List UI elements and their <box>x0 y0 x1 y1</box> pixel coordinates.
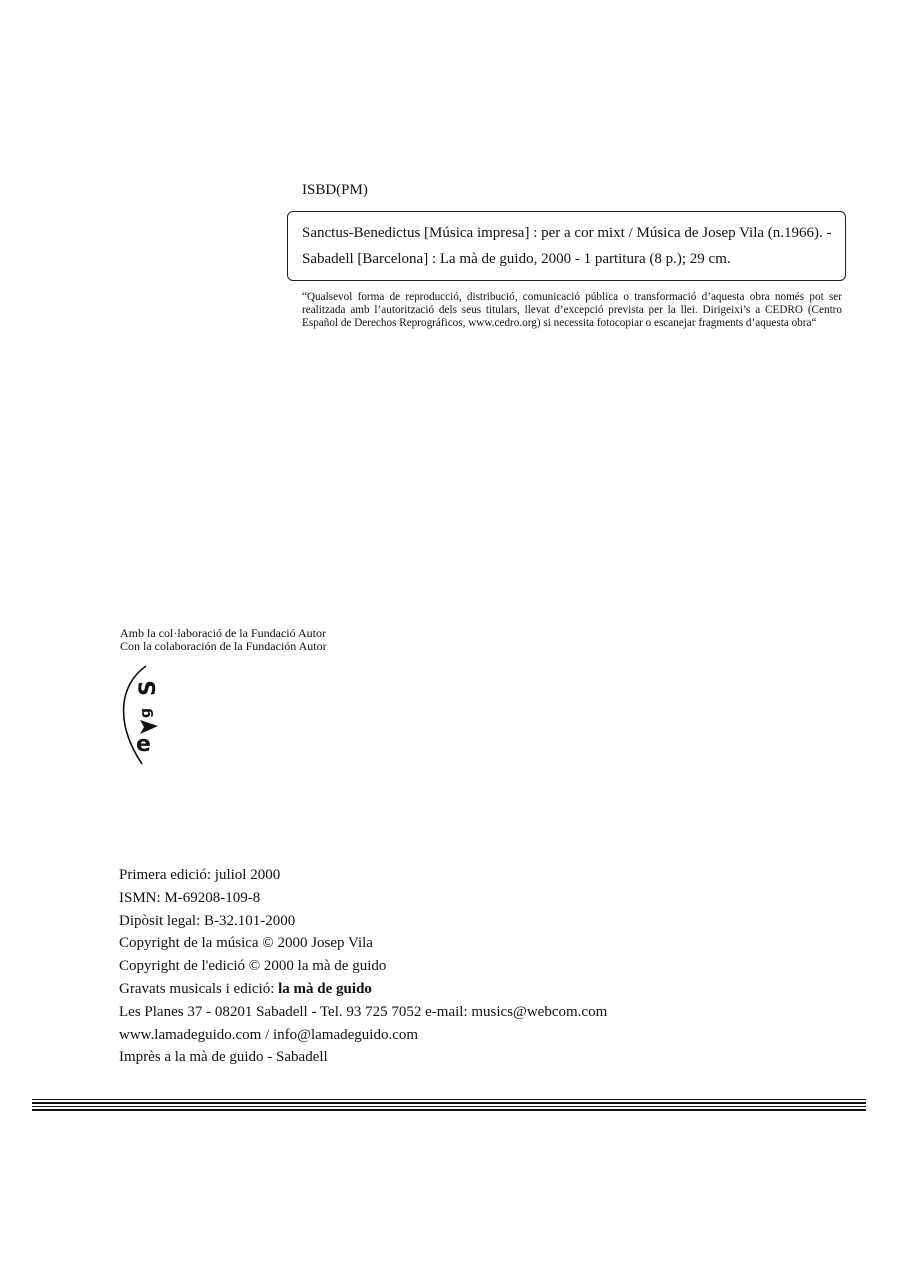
reproduction-notice: “Qualsevol forma de reproducció, distribució, comunicació pública o transformació d’aquesta obra només pot ser realitzada amb l’autorització dels seus titulars, llevat d’excepció prevista per la llei. Dirigeixi’s a CEDRO (Centro Español de Derechos Reprográficos, www.cedro.org) si necessita fotocopiar o escanejar fragments d’aquesta obra“ <box>302 291 842 329</box>
staff-line <box>32 1109 866 1110</box>
isbd-label: ISBD(PM) <box>302 182 368 198</box>
catalog-record-line-2: Sabadell [Barcelona] : La mà de guido, 2000 - 1 partitura (8 p.); 29 cm. <box>302 251 731 267</box>
music-staff-lines <box>32 1099 866 1113</box>
catalog-record-box <box>287 211 846 281</box>
svg-text:S: S <box>136 680 161 696</box>
collaboration-spanish: Con la colaboración de la Fundación Autor <box>120 638 327 653</box>
publisher-web: www.lamadeguido.com / info@lamadeguido.com <box>119 1026 419 1043</box>
legal-deposit: Dipòsit legal: B-32.101-2000 <box>119 912 296 929</box>
svg-text:g: g <box>138 707 154 718</box>
ismn: ISMN: M-69208-109-8 <box>119 889 261 906</box>
engraving-prefix: Gravats musicals i edició: <box>119 980 279 997</box>
catalog-record-line-1: Sanctus-Benedictus [Música impresa] : per a cor mixt / Música de Josep Vila (n.1966). - <box>302 225 832 241</box>
edition-copyright: Copyright de l'edició © 2000 la mà de guido <box>119 958 387 975</box>
publisher-name: la mà de guido <box>278 980 372 997</box>
publisher-address: Les Planes 37 - 08201 Sabadell - Tel. 93 725 7052 e-mail: musics@webcom.com <box>119 1003 608 1020</box>
sgae-logo <box>112 662 172 767</box>
staff-line <box>32 1102 866 1103</box>
edition-date: Primera edició: juliol 2000 <box>119 867 281 883</box>
collaboration-credit <box>120 627 327 652</box>
svg-text:e: e <box>136 732 151 757</box>
music-copyright: Copyright de la música © 2000 Josep Vila <box>119 935 373 952</box>
colophon <box>119 864 607 1069</box>
staff-line <box>32 1099 866 1100</box>
engraving-line <box>119 978 607 1001</box>
printed-by: Imprès a la mà de guido - Sabadell <box>119 1049 328 1066</box>
collaboration-catalan: Amb la col·laboració de la Fundació Autor <box>120 626 326 640</box>
staff-line <box>32 1106 866 1107</box>
